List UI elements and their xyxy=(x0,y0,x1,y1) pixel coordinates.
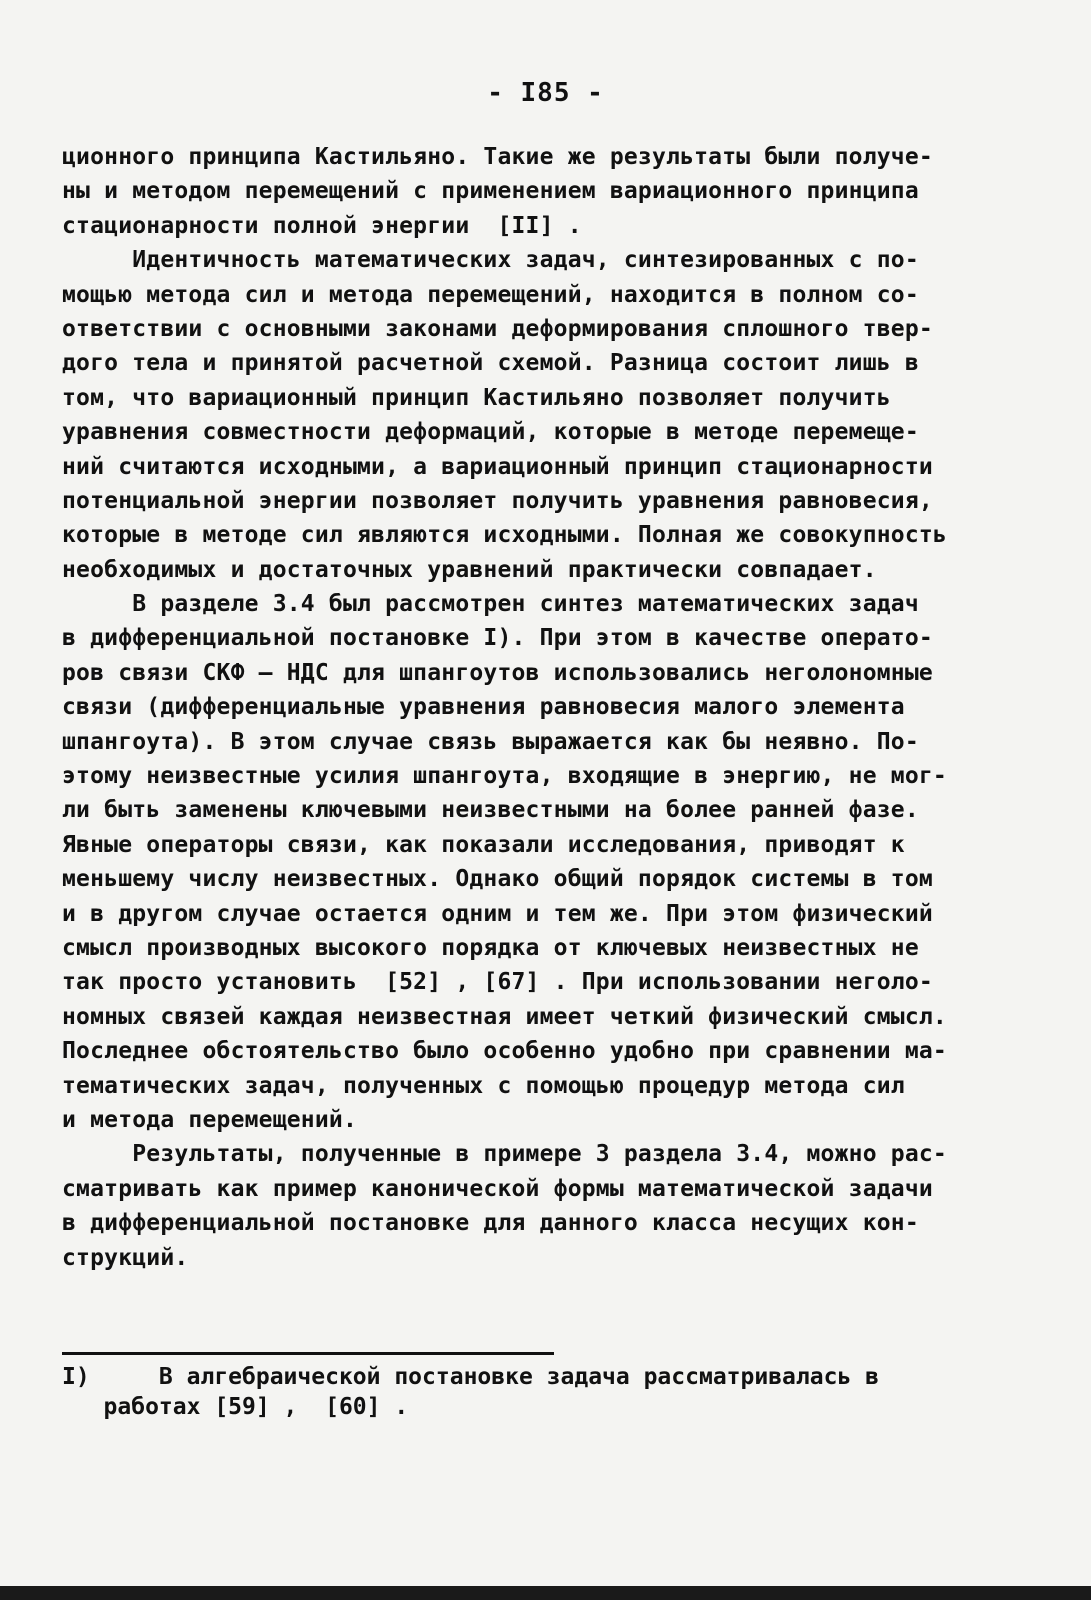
text-line: ционного принципа Кастильяно. Такие же результаты были получе- xyxy=(62,144,933,170)
text-line: в дифференциальной постановке I). При этом в качестве операто- xyxy=(62,625,933,652)
text-line: Явные операторы связи, как показали исследования, приводят к xyxy=(62,831,905,858)
text-line: необходимых и достаточных уравнений практически совпадает. xyxy=(62,556,877,583)
text-line: сматривать как пример канонической формы математической задачи xyxy=(62,1175,933,1202)
text-line: которые в методе сил являются исходными. Полная же совокупность xyxy=(62,522,947,549)
text-line: и метода перемещений. xyxy=(62,1106,357,1133)
text-line: Результаты, полученные в примере 3 раздела 3.4, можно рас- xyxy=(62,1141,947,1168)
text-line: этому неизвестные усилия шпангоута, входящие в энергию, не мог- xyxy=(62,763,947,790)
text-line: ний считаются исходными, а вариационный принцип стационарности xyxy=(62,453,933,480)
text-line: ли быть заменены ключевыми неизвестными на более ранней фазе. xyxy=(62,797,919,824)
text-line: тематических задач, полученных с помощью процедур метода сил xyxy=(62,1072,905,1099)
footnote-divider xyxy=(62,1352,554,1355)
text-line: струкций. xyxy=(62,1244,189,1271)
text-line: и в другом случае остается одним и тем же. При этом физический xyxy=(62,900,933,927)
text-line: стационарности полной энергии [II] . xyxy=(62,212,582,239)
text-line: том, что вариационный принцип Кастильяно позволяет получить xyxy=(62,384,891,411)
text-line: меньшему числу неизвестных. Однако общий порядок системы в том xyxy=(62,866,933,893)
footnote-line: I) В алгебраической постановке задача рассматривалась в xyxy=(62,1364,879,1390)
text-line: уравнения совместности деформаций, которые в методе перемеще- xyxy=(62,419,919,446)
footnote xyxy=(62,1362,1037,1422)
text-line: ответствии с основными законами деформирования сплошного твер- xyxy=(62,315,933,342)
body-text xyxy=(62,140,1037,1275)
text-line: в дифференциальной постановке для данного класса несущих кон- xyxy=(62,1210,919,1237)
text-line: потенциальной энергии позволяет получить уравнения равновесия, xyxy=(62,487,933,514)
page-number: - I85 - xyxy=(487,78,604,108)
text-line: В разделе 3.4 был рассмотрен синтез математических задач xyxy=(62,591,919,618)
text-line: дого тела и принятой расчетной схемой. Разница состоит лишь в xyxy=(62,350,919,377)
text-line: ны и методом перемещений с применением вариационного принципа xyxy=(62,178,919,205)
scan-bottom-edge xyxy=(0,1586,1091,1600)
text-line: мощью метода сил и метода перемещений, находится в полном со- xyxy=(62,281,919,308)
text-line: так просто установить [52] , [67] . При использовании неголо- xyxy=(62,969,933,996)
text-line: Последнее обстоятельство было особенно удобно при сравнении ма- xyxy=(62,1038,947,1065)
footnote-line: работах [59] , [60] . xyxy=(62,1394,409,1420)
text-line: Идентичность математических задач, синтезированных с по- xyxy=(62,247,919,274)
text-line: номных связей каждая неизвестная имеет четкий физический смысл. xyxy=(62,1003,947,1030)
text-line: смысл производных высокого порядка от ключевых неизвестных не xyxy=(62,934,919,961)
text-line: шпангоута). В этом случае связь выражается как бы неявно. По- xyxy=(62,728,919,755)
text-line: связи (дифференциальные уравнения равновесия малого элемента xyxy=(62,694,905,721)
text-line: ров связи СКФ — НДС для шпангоутов использовались неголономные xyxy=(62,659,933,686)
